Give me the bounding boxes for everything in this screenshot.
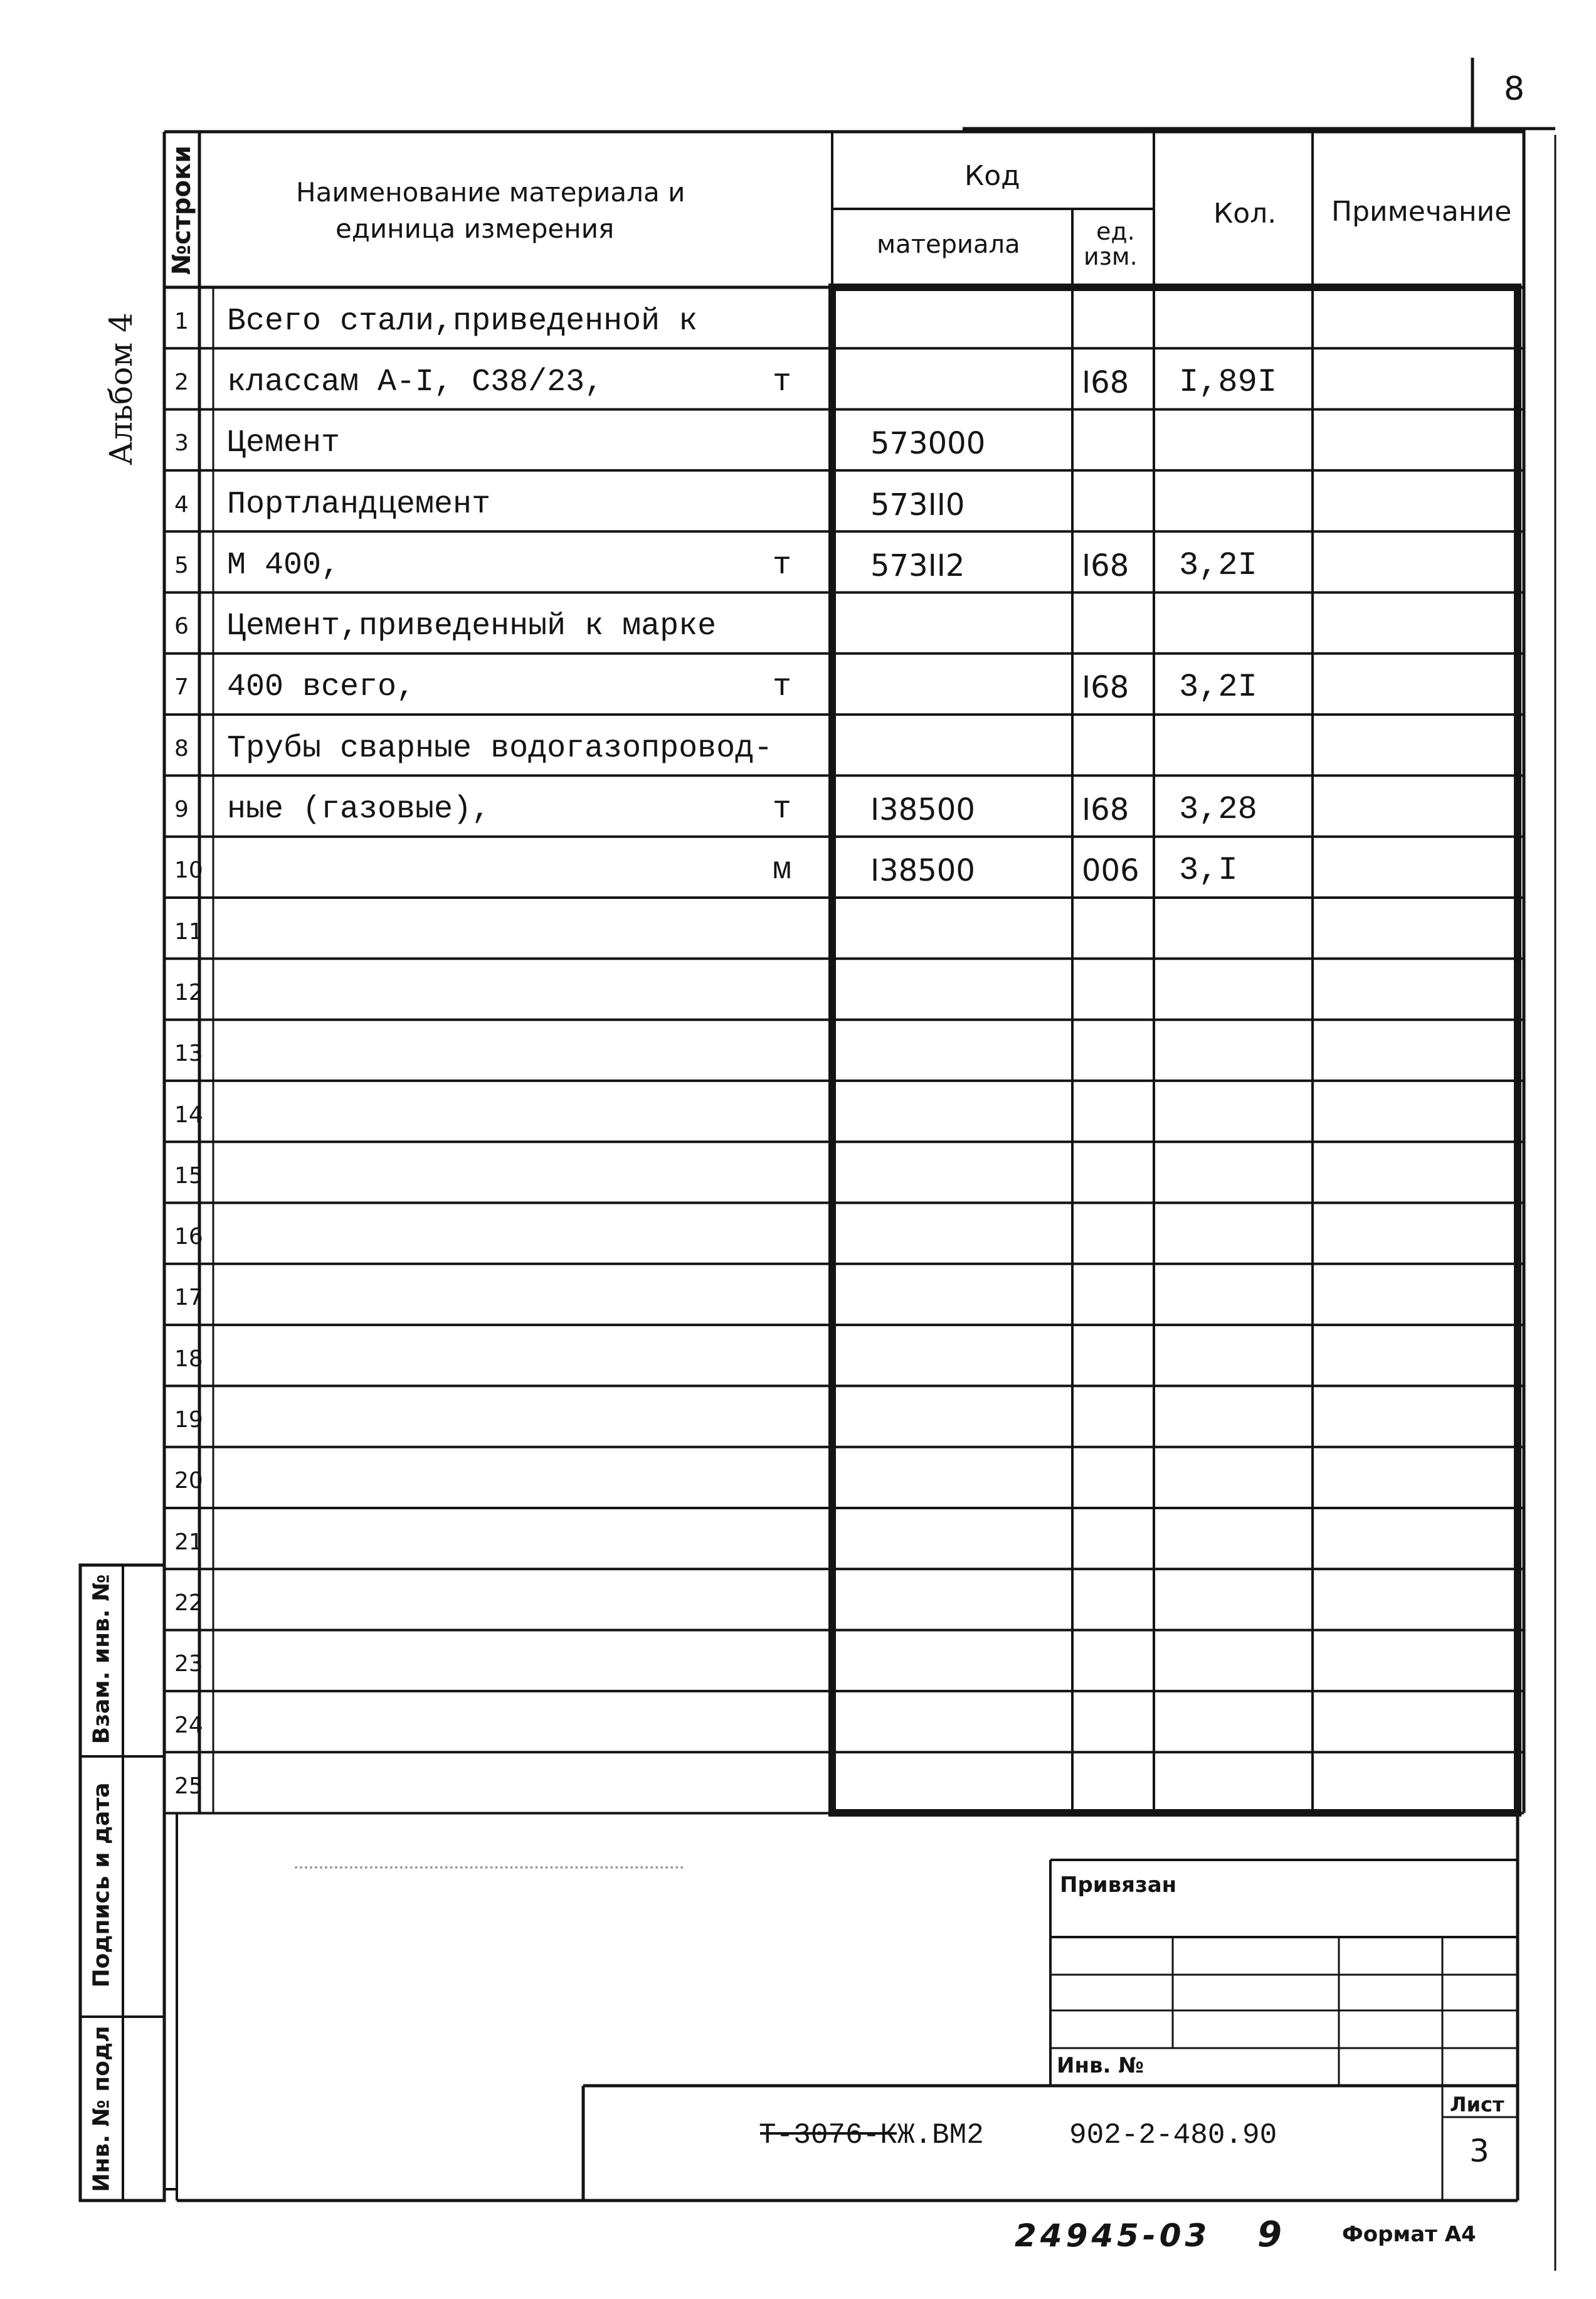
row-number: 14 <box>174 1102 203 1128</box>
table-row <box>0 837 1596 898</box>
material-name: Портландцемент <box>227 486 491 523</box>
row-number: 20 <box>174 1468 203 1494</box>
table-row <box>0 1691 1596 1752</box>
material-name: М 400, <box>227 547 341 583</box>
doc-code-struck: Т-3076- <box>759 2119 880 2152</box>
material-name: Трубы сварные водогазопровод- <box>227 730 773 767</box>
row-number: 24 <box>174 1712 203 1738</box>
unit-letter: т <box>773 792 792 828</box>
privyazan-label: Привязан <box>1060 1872 1177 1898</box>
table-row <box>0 287 1596 348</box>
table-row <box>0 1264 1596 1325</box>
table-row <box>0 348 1596 409</box>
table-row <box>0 1081 1596 1142</box>
table-row <box>0 898 1596 958</box>
unit-code: I68 <box>1082 670 1129 706</box>
inv-no-label: Инв. № <box>1057 2053 1144 2078</box>
podpis-data-label: Подпись и дата <box>88 1782 115 1988</box>
unit-letter: т <box>773 669 792 706</box>
unit-letter: т <box>773 547 792 583</box>
sheet-number: 3 <box>1469 2133 1489 2169</box>
header-name-line2: единица измерения <box>336 213 615 244</box>
table-row <box>0 470 1596 531</box>
quantity: I,89I <box>1179 363 1277 401</box>
table-row <box>0 775 1596 836</box>
table-row <box>0 1020 1596 1081</box>
table-row <box>0 1325 1596 1386</box>
table-row <box>0 714 1596 775</box>
format-label: Формат А4 <box>1342 2222 1476 2247</box>
header-name: Наименование материала и <box>296 177 685 208</box>
row-number: 22 <box>174 1590 203 1616</box>
header-qty: Кол. <box>1213 198 1277 230</box>
row-number: 7 <box>174 674 189 701</box>
material-code: I38500 <box>870 792 975 828</box>
material-name: Всего стали,приведенной к <box>227 303 698 339</box>
material-name: классам А-I, С38/23, <box>227 364 604 400</box>
header-material: материала <box>877 230 1020 259</box>
row-number: 1 <box>174 308 189 334</box>
table-row <box>0 1569 1596 1630</box>
header-row-no: №строки <box>167 145 196 275</box>
vzam-inv-label: Взам. инв. № <box>88 1574 115 1744</box>
row-number: 5 <box>174 552 189 578</box>
material-name: ные (газовые), <box>227 792 491 828</box>
unit-code: 006 <box>1082 853 1139 889</box>
header-unit-2: изм. <box>1084 243 1138 270</box>
table-row <box>0 1752 1596 1813</box>
material-name: 400 всего, <box>227 669 416 706</box>
unit-letter: т <box>773 364 792 400</box>
material-name: Цемент <box>227 425 341 462</box>
inv-podl-label: Инв. № подл <box>88 2026 115 2192</box>
table-row <box>0 1630 1596 1691</box>
row-number: 8 <box>174 735 189 762</box>
row-number: 23 <box>174 1651 203 1677</box>
scan-dots <box>295 1866 684 1869</box>
table-row <box>0 1447 1596 1508</box>
material-name: Цемент,приведенный к марке <box>227 608 717 645</box>
table-row <box>0 1142 1596 1203</box>
table-row <box>0 1203 1596 1264</box>
quantity: 3,2I <box>1179 669 1257 706</box>
material-code: 573II2 <box>870 548 965 583</box>
doc-code-rest: КЖ.ВМ2 <box>880 2119 984 2152</box>
table-row <box>0 410 1596 470</box>
header-note: Примечание <box>1331 196 1512 228</box>
row-number: 12 <box>174 979 203 1006</box>
album-label: Альбом 4 <box>103 312 139 465</box>
row-number: 2 <box>174 369 189 395</box>
row-number: 15 <box>174 1162 203 1189</box>
archive-sheet: 9 <box>1257 2214 1282 2255</box>
quantity: 3,I <box>1179 852 1238 889</box>
row-number: 6 <box>174 613 189 640</box>
quantity: 3,2I <box>1179 546 1257 584</box>
header-code: Код <box>964 160 1020 192</box>
table-row <box>0 1386 1596 1447</box>
quantity: 3,28 <box>1179 791 1257 829</box>
row-number: 25 <box>174 1773 203 1799</box>
project-number: 902-2-480.90 <box>1069 2119 1277 2152</box>
table-row <box>0 531 1596 592</box>
table-row <box>0 958 1596 1019</box>
sheet-label: Лист <box>1450 2093 1504 2116</box>
table-row <box>0 593 1596 654</box>
row-number: 11 <box>174 918 203 945</box>
page-number: 8 <box>1504 70 1525 108</box>
table-row <box>0 1508 1596 1569</box>
material-code: I38500 <box>870 853 975 889</box>
row-number: 3 <box>174 430 189 457</box>
unit-letter: м <box>773 852 792 889</box>
header-unit-1: ед. <box>1096 218 1135 245</box>
unit-code: I68 <box>1082 792 1129 828</box>
row-number: 10 <box>174 857 203 884</box>
row-number: 21 <box>174 1529 203 1555</box>
row-number: 18 <box>174 1346 203 1372</box>
table-row <box>0 654 1596 714</box>
unit-code: I68 <box>1082 364 1129 400</box>
row-number: 13 <box>174 1041 203 1067</box>
material-code: 573II0 <box>870 487 965 523</box>
row-number: 17 <box>174 1285 203 1311</box>
doc-code <box>759 2119 984 2152</box>
row-number: 16 <box>174 1224 203 1250</box>
material-code: 573000 <box>870 426 986 462</box>
row-number: 4 <box>174 491 189 518</box>
archive-number: 24945-03 <box>1015 2217 1211 2254</box>
row-number: 19 <box>174 1407 203 1433</box>
row-number: 9 <box>174 797 189 823</box>
unit-code: I68 <box>1082 548 1129 583</box>
